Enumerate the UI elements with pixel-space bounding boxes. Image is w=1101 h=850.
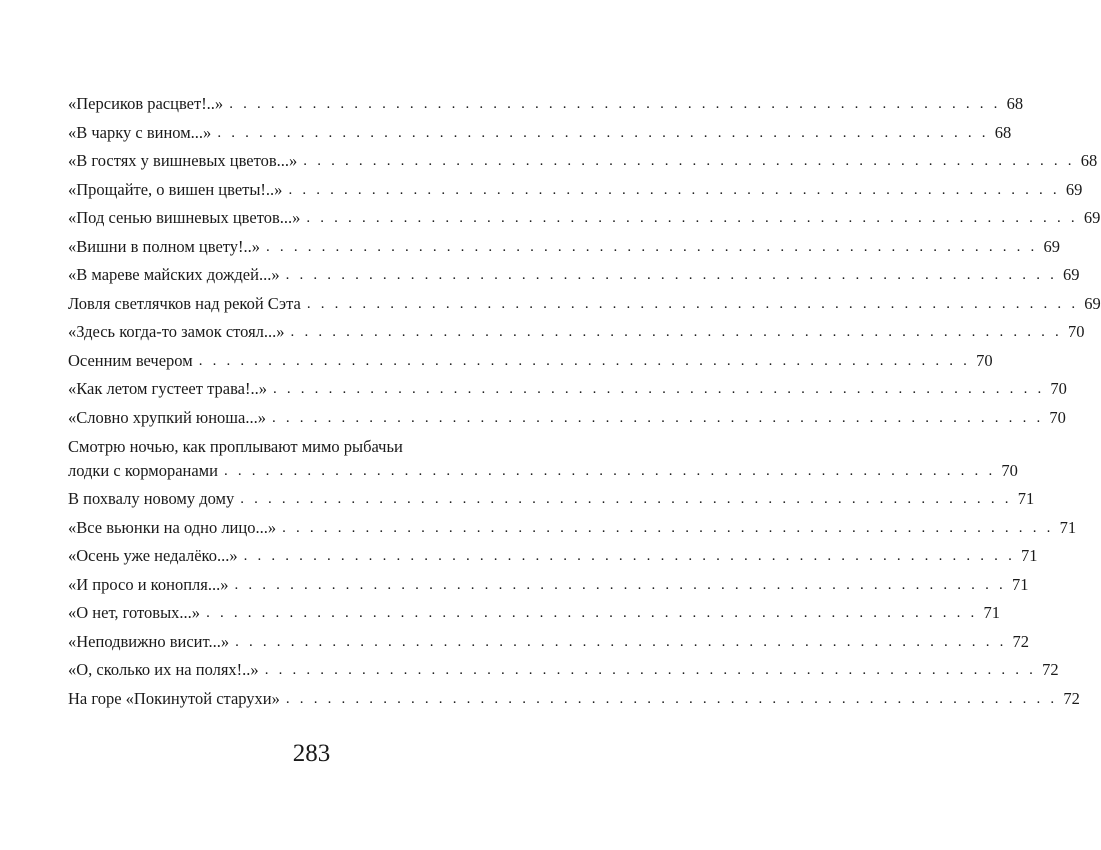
dot-leader: . . . . . . . . . . . . . . . . . . . . . . . . . . . . . . . . . . . . . . . . . . . . . . . . . . . . . . . . (229, 96, 1001, 112)
toc-entry (68, 485, 1035, 514)
toc-entry (68, 375, 1067, 404)
toc-entry-title: «Персиков расцвет!..» (68, 94, 224, 113)
toc-entry (68, 290, 1101, 319)
toc-entry (68, 404, 1066, 433)
dot-leader: . . . . . . . . . . . . . . . . . . . . . . . . . . . . . . . . . . . . . . . . . . . . . . . . . . . . . . . . (290, 324, 1062, 340)
toc-entry (68, 318, 1085, 347)
toc-entry-page: 72 (1012, 631, 1030, 651)
dot-leader: . . . . . . . . . . . . . . . . . . . . . . . . . . . . . . . . . . . . . . . . . . . . . . . . . . . . . . . . (306, 210, 1078, 226)
dot-leader: . . . . . . . . . . . . . . . . . . . . . . . . . . . . . . . . . . . . . . . . . . . . . . . . . . . . . . . . (272, 381, 1045, 397)
dot-leader: . . . . . . . . . . . . . . . . . . . . . . . . . . . . . . . . . . . . . . . . . . . . . . . . . . . . . . . . (223, 463, 996, 479)
toc-entry-page: 68 (994, 122, 1012, 142)
toc-entry-title: «Вишни в полном цвету!..» (68, 236, 261, 256)
toc-entry-title: «В мареве майских дождей...» (68, 265, 280, 284)
toc-entry-title: «О, сколько их на полях!..» (68, 660, 259, 679)
toc-entry-page: 69 (1043, 236, 1060, 256)
toc-entry-page: 70 (1068, 322, 1085, 341)
toc-entry (68, 432, 1018, 485)
toc-entry-page: 71 (1011, 574, 1029, 594)
toc-entry (68, 233, 1060, 262)
toc-entry (68, 204, 1101, 233)
toc-entry-title: «И просо и конопля...» (68, 574, 229, 594)
toc-entry-title: «Под сенью вишневых цветов...» (68, 208, 301, 227)
dot-leader: . . . . . . . . . . . . . . . . . . . . . . . . . . . . . . . . . . . . . . . . . . . . . . . . . . . . . . . . (234, 576, 1006, 593)
toc-entry-title-line1: Смотрю ночью, как проплывают мимо рыбачьи (68, 437, 403, 456)
dot-leader: . . . . . . . . . . . . . . . . . . . . . . . . . . . . . . . . . . . . . . . . . . . . . . . . . . . . . . . . (235, 633, 1007, 650)
toc-entry-page: 71 (1059, 517, 1077, 537)
toc-entry-page: 71 (983, 603, 1001, 622)
toc-entry-title: Ловля светлячков над рекой Сэта (68, 293, 301, 313)
toc-entry (68, 261, 1080, 290)
toc-entry-page: 72 (1042, 660, 1059, 679)
toc-entry-page: 69 (1084, 293, 1101, 313)
toc-entry-title: «В чарку с вином...» (68, 122, 212, 142)
toc-entry (68, 571, 1029, 600)
toc-entry-page: 72 (1063, 688, 1080, 708)
dot-leader: . . . . . . . . . . . . . . . . . . . . . . . . . . . . . . . . . . . . . . . . . . . . . . . . . . . . . . . . (266, 238, 1038, 255)
toc-entry-page: 68 (1080, 151, 1098, 170)
dot-leader: . . . . . . . . . . . . . . . . . . . . . . . . . . . . . . . . . . . . . . . . . . . . . . . . . . . . . . . . (198, 352, 971, 369)
toc-entry-page: 69 (1065, 179, 1083, 199)
toc-entry-page: 70 (1050, 379, 1067, 398)
page-number: 283 (292, 740, 331, 767)
dot-leader: . . . . . . . . . . . . . . . . . . . . . . . . . . . . . . . . . . . . . . . . . . . . . . . . . . . . . . . . (285, 267, 1058, 283)
dot-leader: . . . . . . . . . . . . . . . . . . . . . . . . . . . . . . . . . . . . . . . . . . . . . . . . . . . . . . . . (288, 181, 1060, 198)
toc-entry (68, 542, 1038, 571)
toc-entry-title: «Прощайте, о вишен цветы!..» (68, 179, 283, 199)
toc-entry (68, 599, 1001, 628)
toc-entry-title: Осенним вечером (68, 350, 193, 370)
toc-entry-page: 69 (1063, 265, 1080, 284)
dot-leader: . . . . . . . . . . . . . . . . . . . . . . . . . . . . . . . . . . . . . . . . . . . . . . . . . . . . . . . . (217, 124, 989, 141)
dot-leader: . . . . . . . . . . . . . . . . . . . . . . . . . . . . . . . . . . . . . . . . . . . . . . . . . . . . . . . . (271, 409, 1044, 426)
toc-entry (68, 656, 1059, 685)
dot-leader: . . . . . . . . . . . . . . . . . . . . . . . . . . . . . . . . . . . . . . . . . . . . . . . . . . . . . . . . (306, 295, 1079, 312)
dot-leader: . . . . . . . . . . . . . . . . . . . . . . . . . . . . . . . . . . . . . . . . . . . . . . . . . . . . . . . . (303, 153, 1075, 169)
toc-entry-title: «Здесь когда-то замок стоял...» (68, 322, 285, 341)
toc-entry (68, 90, 1024, 119)
toc-entry-page: 70 (1049, 407, 1066, 427)
table-of-contents (68, 90, 1101, 713)
toc-entry-title: «О нет, готовых...» (68, 603, 201, 622)
toc-entry-title: «Словно хрупкий юноша...» (68, 407, 266, 427)
dot-leader: . . . . . . . . . . . . . . . . . . . . . . . . . . . . . . . . . . . . . . . . . . . . . . . . . . . . . . . . (243, 548, 1016, 564)
toc-entry-page: 70 (1001, 461, 1018, 480)
toc-entry (68, 685, 1080, 714)
dot-leader: . . . . . . . . . . . . . . . . . . . . . . . . . . . . . . . . . . . . . . . . . . . . . . . . . . . . . . . . (240, 491, 1012, 507)
toc-entry-title: «Все вьюнки на одно лицо...» (68, 517, 277, 537)
toc-entry-page: 71 (1021, 546, 1038, 565)
toc-entry-page: 68 (1006, 94, 1024, 113)
toc-entry-page: 69 (1083, 208, 1101, 227)
toc-entry-title: «Как летом густеет трава!..» (68, 379, 267, 398)
toc-entry (68, 514, 1077, 543)
dot-leader: . . . . . . . . . . . . . . . . . . . . . . . . . . . . . . . . . . . . . . . . . . . . . . . . . . . . . . . . (264, 662, 1037, 678)
toc-entry (68, 119, 1012, 148)
dot-leader: . . . . . . . . . . . . . . . . . . . . . . . . . . . . . . . . . . . . . . . . . . . . . . . . . . . . . . . . (282, 519, 1054, 536)
toc-entry (68, 147, 1098, 176)
toc-entry-title: В похвалу новому дому (68, 489, 235, 508)
toc-entry-title: «Неподвижно висит...» (68, 631, 230, 651)
toc-entry-title-line2: лодки с корморанами (68, 461, 218, 480)
toc-entry-title: «Осень уже недалёко...» (68, 546, 238, 565)
toc-entry (68, 628, 1030, 657)
toc-entry-title: На горе «Покинутой старухи» (68, 688, 280, 708)
toc-entry (68, 176, 1083, 205)
dot-leader: . . . . . . . . . . . . . . . . . . . . . . . . . . . . . . . . . . . . . . . . . . . . . . . . . . . . . . . . (206, 605, 978, 621)
dot-leader: . . . . . . . . . . . . . . . . . . . . . . . . . . . . . . . . . . . . . . . . . . . . . . . . . . . . . . . . (285, 690, 1058, 707)
toc-entry-title: «В гостях у вишневых цветов...» (68, 151, 298, 170)
toc-entry-page: 70 (976, 350, 993, 370)
toc-entry-page: 71 (1017, 489, 1035, 508)
toc-entry (68, 347, 993, 376)
